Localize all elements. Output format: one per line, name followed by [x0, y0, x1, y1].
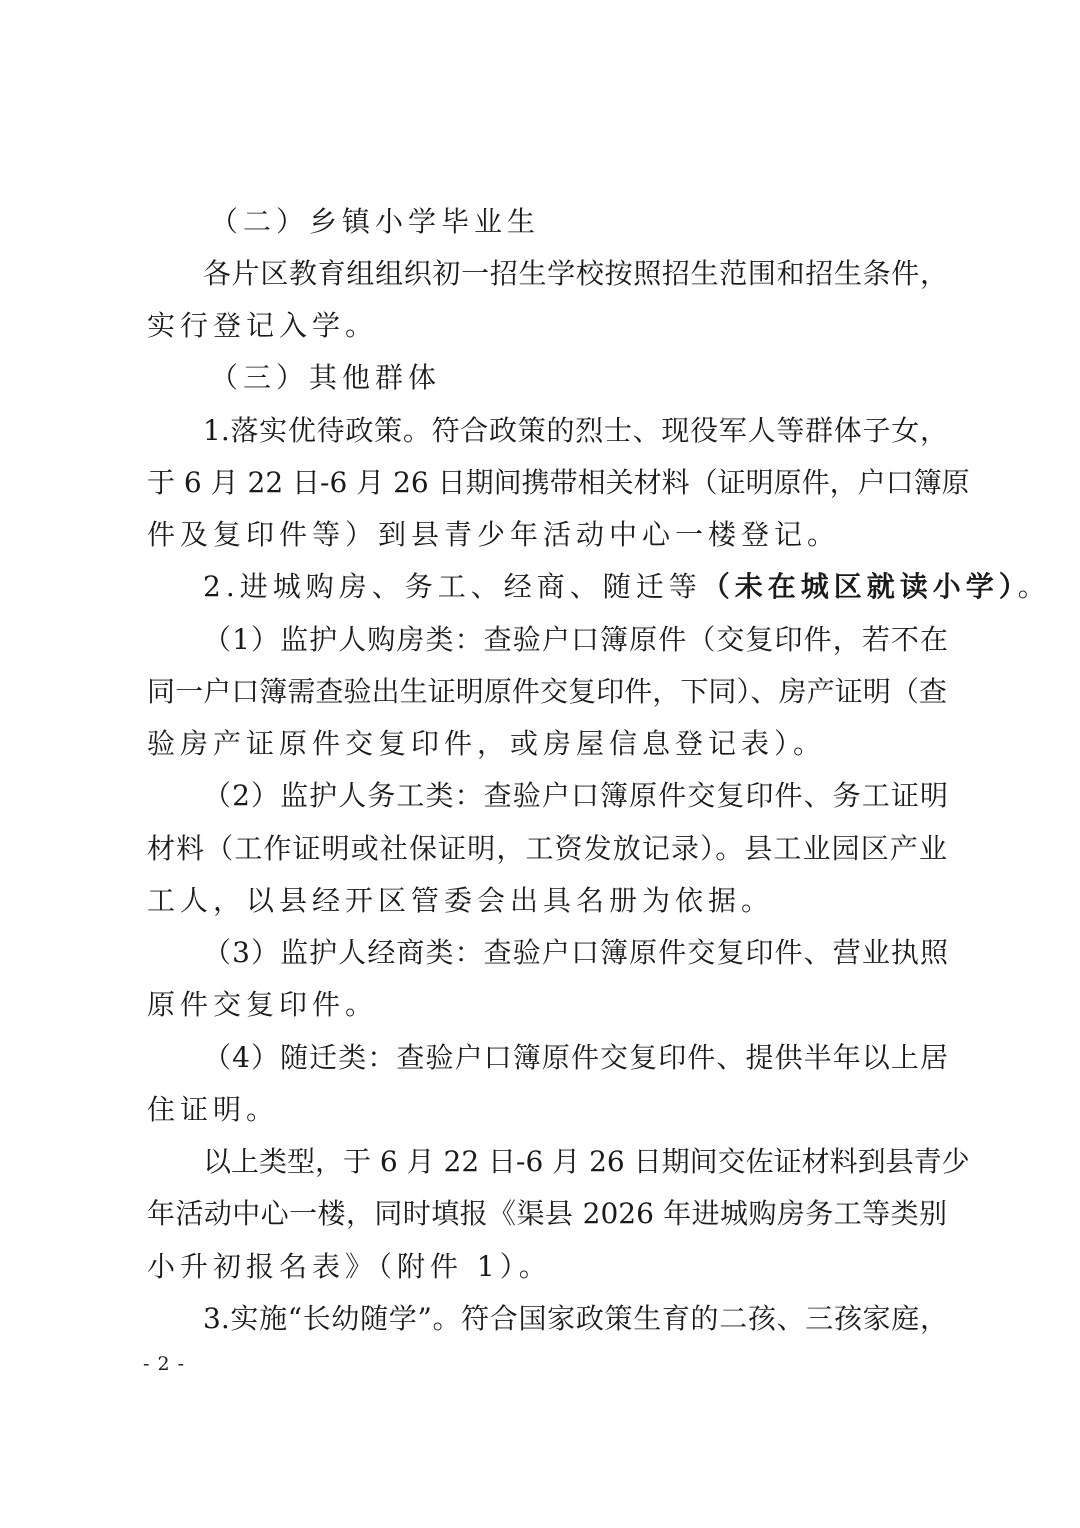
paragraph-line: 1.落实优待政策。符合政策的烈士、现役军人等群体子女， [203, 414, 948, 447]
paragraph-line: 同一户口簿需查验出生证明原件交复印件，下同）、房产证明（查 [147, 675, 947, 708]
paragraph-line: （1）监护人购房类：查验户口簿原件（交复印件，若不在 [203, 623, 948, 656]
paragraph-line: 3.实施“长幼随学”。符合国家政策生育的二孩、三孩家庭， [203, 1302, 948, 1335]
section-heading-2: （二）乡镇小学毕业生 [210, 205, 541, 238]
paragraph-line [203, 567, 1051, 607]
paragraph-line: 于 6 月 22 日-6 月 26 日期间携带相关材料（证明原件，户口簿原 [147, 466, 970, 499]
paragraph-line: 各片区教育组组织初一招生学校按照招生范围和招生条件， [203, 257, 948, 290]
paragraph-line: （3）监护人经商类：查验户口簿原件交复印件、营业执照 [203, 936, 948, 969]
paragraph-line: 件及复印件等）到县青少年活动中心一楼登记。 [147, 518, 841, 551]
paragraph-line: （2）监护人务工类：查验户口簿原件交复印件、务工证明 [203, 779, 948, 812]
paragraph-line: 年活动中心一楼，同时填报《渠县 2026 年进城购房务工等类别 [147, 1197, 947, 1230]
paragraph-line: 材料（工作证明或社保证明，工资发放记录）。县工业园区产业 [147, 832, 947, 865]
page-number: - 2 - [143, 1353, 186, 1375]
paragraph-line: 工人，以县经开区管委会出具名册为依据。 [147, 884, 775, 917]
paragraph-line: （4）随迁类：查验户口簿原件交复印件、提供半年以上居 [203, 1041, 948, 1074]
paragraph-line: 验房产证原件交复印件，或房屋信息登记表）。 [147, 727, 827, 760]
section-heading-3: （三）其他群体 [210, 361, 442, 394]
paragraph-line: 小升初报名表》（附件 1）。 [147, 1250, 552, 1283]
text-run: 。 [1017, 570, 1051, 603]
paragraph-line: 原件交复印件。 [147, 988, 379, 1021]
paragraph-line: 住证明。 [147, 1093, 280, 1126]
text-run: 2.进城购房、务工、经商、随迁等 [203, 570, 702, 603]
bold-text-run: （未在城区就读小学） [701, 570, 1018, 603]
paragraph-line: 以上类型，于 6 月 22 日-6 月 26 日期间交佐证材料到县青少 [203, 1145, 970, 1178]
paragraph-line: 实行登记入学。 [147, 309, 379, 342]
